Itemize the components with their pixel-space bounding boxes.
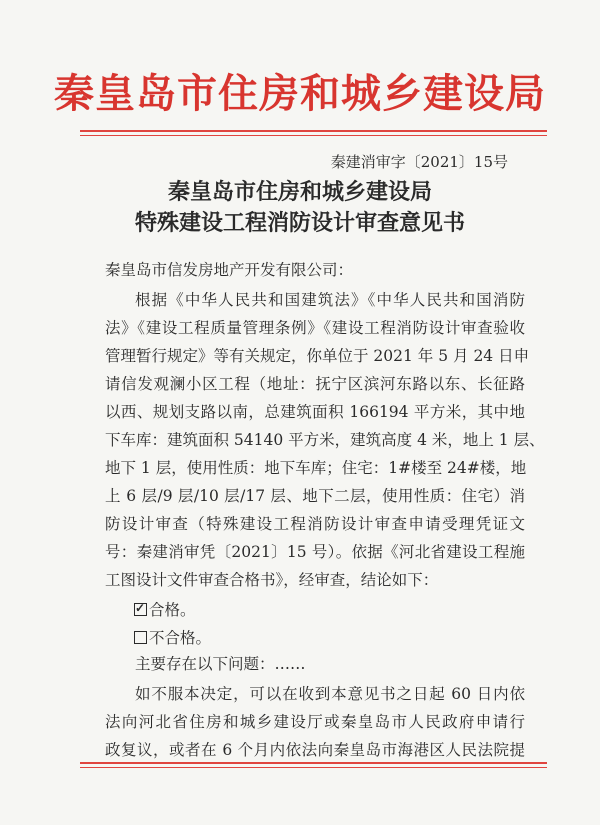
recipient: 秦皇岛市信发房地产开发有限公司： xyxy=(105,261,354,279)
option-fail xyxy=(134,626,211,648)
paragraph-line: 下车库：建筑面积 54140 平方米，建筑高度 4 米，地上 1 层、 xyxy=(105,431,545,449)
document-number: 秦建消审字〔2021〕15号 xyxy=(330,153,508,171)
footer-divider xyxy=(80,762,547,764)
letterhead-divider xyxy=(80,130,547,132)
paragraph-line: 法》《建设工程质量管理条例》《建设工程消防设计审查验收 xyxy=(105,319,525,337)
paragraph-line: 以西、规划支路以南，总建筑面积 166194 平方米，其中地 xyxy=(105,403,525,421)
letterhead-divider-thin xyxy=(80,135,547,136)
paragraph-line: 政复议，或者在 6 个月内依法向秦皇岛市海港区人民法院提 xyxy=(105,741,525,759)
paragraph-line: 管理暂行规定》等有关规定，你单位于 2021 年 5 月 24 日申 xyxy=(105,347,530,365)
paragraph-line: 上 6 层/9 层/10 层/17 层、地下二层，使用性质：住宅）消 xyxy=(105,487,525,505)
paragraph-line: 法向河北省住房和城乡建设厅或秦皇岛市人民政府申请行 xyxy=(105,713,525,731)
paragraph-line: 地下 1 层，使用性质：地下车库；住宅：1#楼至 24#楼，地 xyxy=(105,459,527,477)
empty-box-icon xyxy=(134,631,147,644)
agency-letterhead: 秦皇岛市住房和城乡建设局 xyxy=(54,70,546,117)
issues-label: 主要存在以下问题：…… xyxy=(135,655,306,673)
paragraph-line: 防设计审查（特殊建设工程消防设计审查申请受理凭证文 xyxy=(105,515,525,533)
footer-divider-thin xyxy=(80,767,547,768)
option-fail-label: 不合格。 xyxy=(149,629,212,647)
paragraph-line: 请信发观澜小区工程（地址：抚宁区滨河东路以东、长征路 xyxy=(105,375,525,393)
paragraph-line: 号：秦建消审凭〔2021〕15 号）。依据《河北省建设工程施 xyxy=(105,543,525,561)
title-document-type: 特殊建设工程消防设计审查意见书 xyxy=(134,210,465,236)
paragraph-line: 根据《中华人民共和国建筑法》《中华人民共和国消防 xyxy=(135,291,525,309)
option-pass xyxy=(134,598,196,620)
paragraph-line: 工图设计文件审查合格书》，经审查，结论如下： xyxy=(105,571,439,589)
title-agency: 秦皇岛市住房和城乡建设局 xyxy=(167,179,432,205)
option-pass-label: 合格。 xyxy=(149,601,196,619)
checked-box-icon xyxy=(134,603,147,616)
paragraph-line: 如不服本决定，可以在收到本意见书之日起 60 日内依 xyxy=(135,685,525,703)
